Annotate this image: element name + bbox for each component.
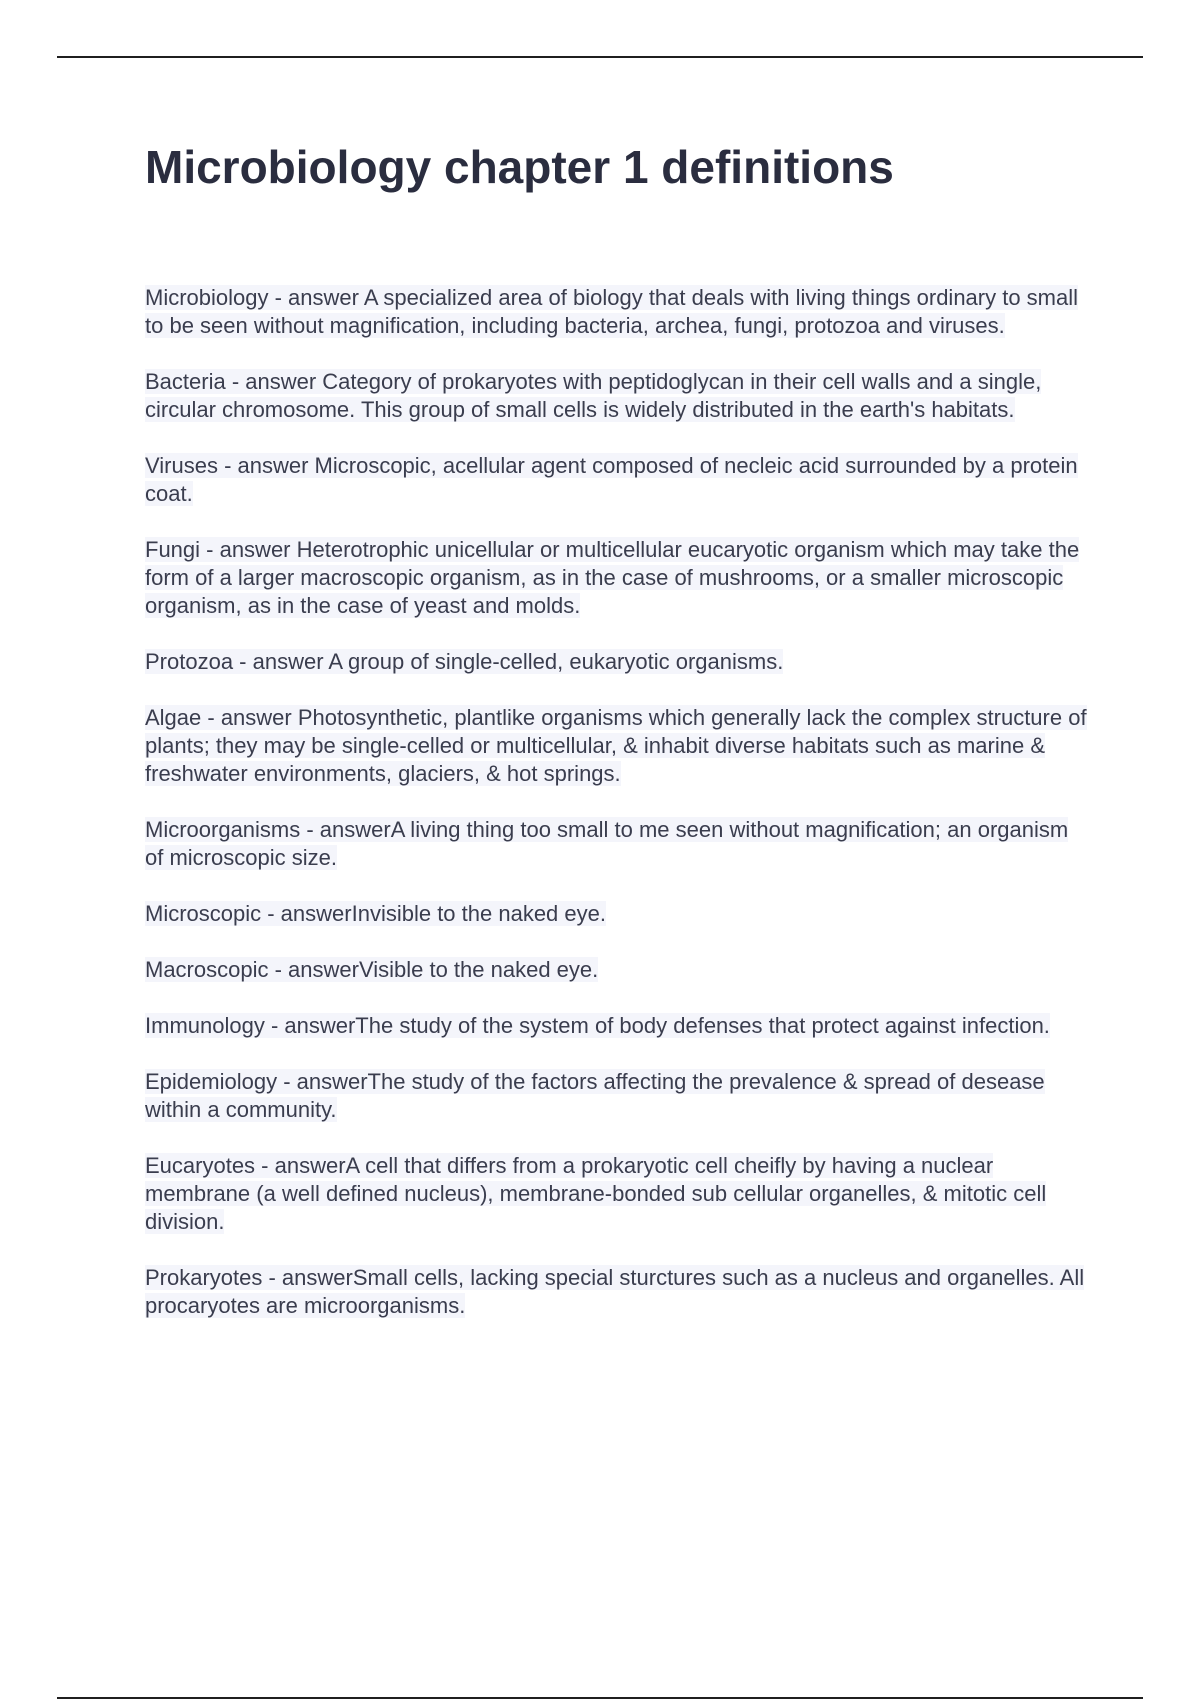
definition-item [145, 900, 1090, 928]
definition-text: Fungi - answer Heterotrophic unicellular or multicellular eucaryotic organism which may take the form of a larger macroscopic organism, as in the case of mushrooms, or a smaller microscopic organism, as in the case of yeast and molds. [145, 537, 1080, 618]
definition-text: Bacteria - answer Category of prokaryotes with peptidoglycan in their cell walls and a single, circular chromosome. This group of small cells is widely distributed in the earth's habitats. [145, 369, 1042, 422]
definition-text: Prokaryotes - answerSmall cells, lacking special sturctures such as a nucleus and organelles. All procaryotes are microorganisms. [145, 1265, 1085, 1318]
definition-text: Eucaryotes - answerA cell that differs from a prokaryotic cell cheifly by having a nuclear membrane (a well defined nucleus), membrane-bonded sub cellular organelles, & mitotic cell division. [145, 1153, 1047, 1234]
definition-text: Algae - answer Photosynthetic, plantlike organisms which generally lack the complex structure of plants; they may be single-celled or multicellular, & inhabit diverse habitats such as marine & freshwater environments, glaciers, & hot springs. [145, 705, 1087, 786]
definition-item [145, 1152, 1090, 1236]
definition-text: Microbiology - answer A specialized area of biology that deals with living things ordinary to small to be seen without magnification, including bacteria, archea, fungi, protozoa and viruses. [145, 285, 1079, 338]
page-title: Microbiology chapter 1 definitions [145, 141, 894, 193]
definition-text: Protozoa - answer A group of single-celled, eukaryotic organisms. [145, 649, 784, 674]
definition-text: Immunology - answerThe study of the system of body defenses that protect against infection. [145, 1013, 1050, 1038]
definition-item [145, 1264, 1090, 1320]
definition-text: Microorganisms - answerA living thing too small to me seen without magnification; an organism of microscopic size. [145, 817, 1069, 870]
definition-list [145, 284, 1090, 1348]
definition-item [145, 452, 1090, 508]
definition-item [145, 816, 1090, 872]
definition-text: Microscopic - answerInvisible to the naked eye. [145, 901, 606, 926]
definition-item [145, 704, 1090, 788]
bottom-rule [57, 1697, 1143, 1699]
definition-item [145, 536, 1090, 620]
definition-text: Macroscopic - answerVisible to the naked eye. [145, 957, 599, 982]
definition-text: Viruses - answer Microscopic, acellular agent composed of necleic acid surrounded by a protein coat. [145, 453, 1078, 506]
definition-item [145, 1068, 1090, 1124]
definition-item [145, 648, 1090, 676]
definition-item [145, 1012, 1090, 1040]
definition-item [145, 368, 1090, 424]
definition-text: Epidemiology - answerThe study of the factors affecting the prevalence & spread of desease within a community. [145, 1069, 1045, 1122]
definition-item [145, 284, 1090, 340]
top-rule [57, 56, 1143, 58]
definition-item [145, 956, 1090, 984]
